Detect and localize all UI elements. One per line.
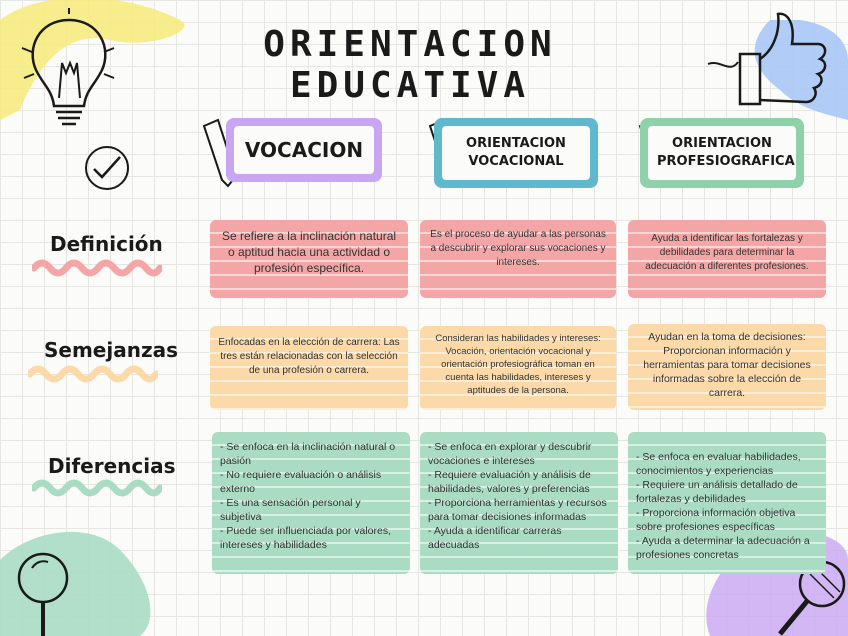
- header-vocacion: [226, 118, 382, 182]
- cell-definicion-vocacion: [210, 220, 408, 298]
- cell-semejanzas-orientacion-profesiografica: [628, 324, 826, 410]
- list-item: - Ayuda a identificar carreras adecuadas: [428, 525, 562, 551]
- cell-text: Consideran las habilidades y intereses: Vocación, orientación vocacional y orientación profesiográfica toman en cuenta las habilidades, intereses y aptitudes de la persona.: [435, 333, 601, 396]
- list-item: - Ayuda a determinar la adecuación a profesiones concretas: [636, 535, 810, 561]
- list-item: - Es una sensación personal y subjetiva: [220, 497, 361, 523]
- row-label-definicion: Definición: [50, 232, 163, 256]
- row-label-diferencias: Diferencias: [48, 454, 176, 478]
- row-label-semejanzas: Semejanzas: [44, 338, 179, 362]
- cell-semejanzas-vocacion: [210, 326, 408, 410]
- list-item: - Se enfoca en evaluar habilidades, conocimientos y experiencias: [636, 451, 801, 477]
- cell-diferencias-orientacion-profesiografica: [628, 432, 826, 574]
- cell-diferencias-orientacion-vocacional: [420, 432, 618, 574]
- header-orientacion-vocacional-label: ORIENTACION VOCACIONAL: [466, 136, 566, 169]
- red-squiggle: [32, 258, 162, 278]
- thumbs-up-icon: [700, 4, 835, 116]
- checkmark-icon: [82, 143, 132, 193]
- list-item: - Se enfoca en explorar y descubrir vocaciones e intereses: [428, 441, 592, 467]
- cell-definicion-orientacion-vocacional: [420, 220, 616, 298]
- header-vocacion-label: VOCACION: [244, 138, 364, 162]
- header-orientacion-profesiografica-label: ORIENTACION PROFESIOGRAFICA: [657, 136, 795, 169]
- list-item: - Requiere evaluación y análisis de habilidades, valores y preferencias: [428, 469, 591, 495]
- list-item: - Puede ser influenciada por valores, intereses y habilidades: [220, 525, 392, 551]
- cell-text: Ayudan en la toma de decisiones: Proporcionan información y herramientas para tomar decisiones informadas sobre la elección de carrera.: [643, 331, 811, 399]
- list-item: - Requiere un análisis detallado de fortalezas y debilidades: [636, 479, 798, 505]
- page-title: ORIENTACION EDUCATIVA: [263, 24, 557, 106]
- cell-semejanzas-orientacion-vocacional: [420, 326, 616, 410]
- cell-text: Es el proceso de ayudar a las personas a descubrir y explorar sus vocaciones y intereses.: [430, 229, 606, 268]
- cell-text: Enfocadas en la elección de carrera: Las tres están relacionadas con la selección de una profesión o carrera.: [218, 337, 400, 376]
- green-squiggle: [32, 478, 162, 498]
- lightbulb-icon: [14, 8, 124, 138]
- header-orientacion-vocacional: [434, 118, 598, 188]
- header-orientacion-profesiografica: [640, 118, 804, 188]
- list-item: - Proporciona herramientas y recursos para tomar decisiones informadas: [428, 497, 607, 523]
- list-item: - Se enfoca en la inclinación natural o pasión: [220, 441, 396, 467]
- list-item: - No requiere evaluación o análisis externo: [220, 469, 382, 495]
- cell-text: Ayuda a identificar las fortalezas y debilidades para determinar la adecuación a diferentes profesiones.: [645, 233, 809, 272]
- cell-diferencias-vocacion: [212, 432, 410, 574]
- list-item: - Proporciona información objetiva sobre profesiones específicas: [636, 507, 796, 533]
- cell-definicion-orientacion-profesiografica: [628, 220, 826, 298]
- magnifier-icon: [8, 548, 78, 636]
- orange-squiggle: [28, 364, 158, 384]
- cell-text: Se refiere a la inclinación natural o aptitud hacia una actividad o profesión específica.: [221, 229, 397, 275]
